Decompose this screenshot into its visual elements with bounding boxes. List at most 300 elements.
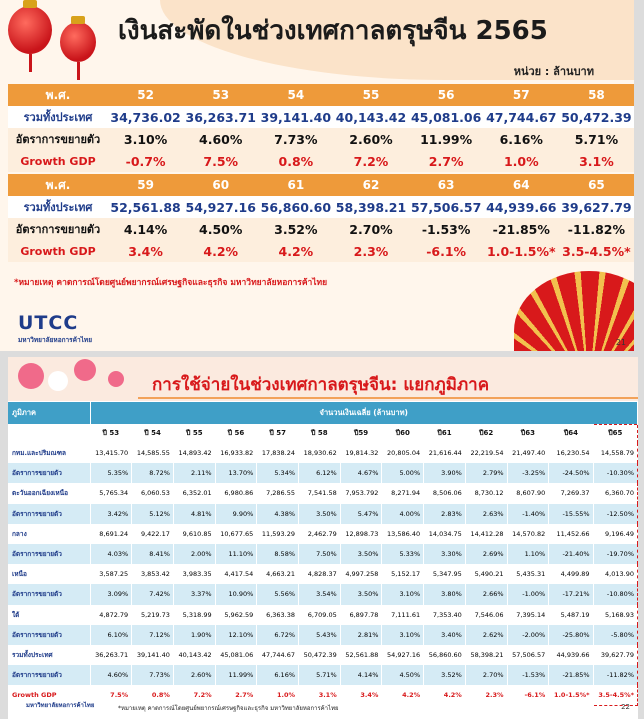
row-label: กทม.และปริมณฑล (8, 443, 90, 463)
row-label: รวมทั้งประเทศ (8, 196, 108, 218)
table-cell: 4,663.21 (257, 564, 299, 584)
blank-header-cell (8, 424, 90, 443)
table-cell: 1.0-1.5%* (549, 685, 593, 705)
unit-label: หน่วย : ล้านบาท (513, 65, 594, 78)
summary-row-rate (8, 218, 634, 240)
table-cell: 7,286.55 (257, 483, 299, 503)
table-cell: 5.71% (559, 128, 634, 150)
table-cell: 56 (409, 84, 484, 106)
table-row (8, 665, 638, 685)
table-cell: -6.1% (409, 240, 484, 262)
table-row (8, 463, 638, 483)
table-cell: 4.2% (424, 685, 466, 705)
table-cell: -1.40% (507, 504, 549, 524)
table-cell: 4.50% (382, 665, 424, 685)
table-cell: 8.58% (257, 544, 299, 564)
table-cell: 56,860.60 (424, 645, 466, 665)
row-label: เหนือ (8, 564, 90, 584)
row-label: อัตราการขยายตัว (8, 544, 90, 564)
table-cell: 4.2% (183, 240, 258, 262)
table-cell: 4,828.37 (299, 564, 341, 584)
table-cell: 4,997.258 (340, 564, 382, 584)
row-label: อัตราการขยายตัว (8, 218, 108, 240)
lantern-icon (60, 22, 96, 62)
table-cell: 2.3% (333, 240, 408, 262)
table-cell: 5,487.19 (549, 605, 593, 625)
table-cell: 47,744.67 (484, 106, 559, 128)
table-cell: 0.8% (132, 685, 174, 705)
table-cell: 18,930.62 (299, 443, 341, 463)
table-cell: 7.73% (258, 128, 333, 150)
table-cell: -21.40% (549, 544, 593, 564)
table-cell: 2.63% (465, 504, 507, 524)
table-header-row (8, 402, 638, 424)
table-cell: 3.54% (299, 584, 341, 604)
table-cell: 57,506.57 (507, 645, 549, 665)
table-cell: 7,111.61 (382, 605, 424, 625)
table-row (8, 483, 638, 503)
year-header: ปี59 (340, 424, 382, 443)
table-cell: 7.5% (183, 150, 258, 172)
table-cell: 44,939.66 (484, 196, 559, 218)
table-cell: 54,927.16 (183, 196, 258, 218)
table-cell: 2.69% (465, 544, 507, 564)
table-cell: 64 (484, 174, 559, 196)
table-cell: 6,352.01 (173, 483, 215, 503)
table-cell: 2.62% (465, 625, 507, 645)
table-cell: 7,953.792 (340, 483, 382, 503)
table-cell: 13,586.40 (382, 524, 424, 544)
table-cell: 52 (108, 84, 183, 106)
table-cell: 2.7% (409, 150, 484, 172)
summary-row-gdp (8, 240, 634, 262)
table-cell: 5,765.34 (90, 483, 132, 503)
table-cell: 6.16% (257, 665, 299, 685)
table-cell: 7,353.40 (424, 605, 466, 625)
table-cell: 13.70% (215, 463, 257, 483)
table-cell: -5.80% (593, 625, 637, 645)
table-cell: 4,417.54 (215, 564, 257, 584)
table-cell: 2,462.79 (299, 524, 341, 544)
utcc-logo-subtitle: มหาวิทยาลัยหอการค้าไทย (18, 336, 93, 344)
table-cell: 62 (333, 174, 408, 196)
utcc-logo: มหาวิทยาลัยหอการค้าไทย (26, 702, 95, 709)
table-cell: 56,860.60 (258, 196, 333, 218)
table-cell: 3.5-4.5%* (593, 685, 637, 705)
table-cell: 59 (108, 174, 183, 196)
table-cell: 8,730.12 (465, 483, 507, 503)
table-cell: 2.3% (465, 685, 507, 705)
table-cell: 45,081.06 (215, 645, 257, 665)
table-cell: 11.10% (215, 544, 257, 564)
table-cell: 3.40% (424, 625, 466, 645)
table-cell: 20,805.04 (382, 443, 424, 463)
table-cell: 3.4% (340, 685, 382, 705)
year-header: ปี 53 (90, 424, 132, 443)
table-cell: 60 (183, 174, 258, 196)
summary-row-rate (8, 128, 634, 150)
table-cell: -6.1% (507, 685, 549, 705)
table-cell: 14,034.75 (424, 524, 466, 544)
table-cell: 39,141.40 (132, 645, 174, 665)
table-cell: 4.00% (382, 504, 424, 524)
table-cell: 11.99% (409, 128, 484, 150)
table-cell: 13,415.70 (90, 443, 132, 463)
table-cell: 1.0% (484, 150, 559, 172)
table-cell: 44,939.66 (549, 645, 593, 665)
table-cell: 7.2% (333, 150, 408, 172)
table-cell: 5,219.73 (132, 605, 174, 625)
year-header: ปี 54 (132, 424, 174, 443)
table-cell: -19.70% (593, 544, 637, 564)
summary-table (8, 84, 634, 262)
table-cell: 39,627.79 (559, 196, 634, 218)
table-cell: 3.10% (108, 128, 183, 150)
table-cell: 4.50% (183, 218, 258, 240)
lantern-icon (8, 6, 52, 54)
table-cell: -10.80% (593, 584, 637, 604)
table-cell: 11,452.66 (549, 524, 593, 544)
table-cell: 3.90% (424, 463, 466, 483)
table-cell: 52,561.88 (340, 645, 382, 665)
year-header: ปี 56 (215, 424, 257, 443)
table-cell: 6.10% (90, 625, 132, 645)
table-cell: 7,546.06 (465, 605, 507, 625)
page-number: 21 (615, 338, 626, 347)
table-cell: -10.30% (593, 463, 637, 483)
table-cell: -25.80% (549, 625, 593, 645)
table-cell: 36,263.71 (183, 106, 258, 128)
table-cell: 11.99% (215, 665, 257, 685)
table-cell: 5.00% (382, 463, 424, 483)
table-cell: 5.71% (299, 665, 341, 685)
regional-table (8, 402, 638, 706)
table-cell: 36,263.71 (90, 645, 132, 665)
row-label: อัตราการขยายตัว (8, 128, 108, 150)
plum-blossom-icon (18, 363, 44, 389)
row-label: พ.ศ. (8, 84, 108, 106)
table-cell: 40,143.42 (173, 645, 215, 665)
table-cell: 2.70% (465, 665, 507, 685)
table-row (8, 645, 638, 665)
table-cell: 3,587.25 (90, 564, 132, 584)
table-cell: 58,398.21 (333, 196, 408, 218)
table-cell: 39,141.40 (258, 106, 333, 128)
row-label: ตะวันออกเฉียงเหนือ (8, 483, 90, 503)
row-label: อัตราการขยายตัว (8, 463, 90, 483)
utcc-logo: UTCC (18, 312, 79, 334)
table-cell: 4.60% (90, 665, 132, 685)
table-cell: 57 (484, 84, 559, 106)
table-cell: 5,490.21 (465, 564, 507, 584)
table-cell: 19,814.32 (340, 443, 382, 463)
slide-title: เงินสะพัดในช่วงเทศกาลตรุษจีน 2565 (118, 16, 548, 46)
table-cell: 57,506.57 (409, 196, 484, 218)
table-cell: 3.50% (340, 544, 382, 564)
page-number: 22 (621, 703, 630, 711)
table-cell: 1.0-1.5%* (484, 240, 559, 262)
table-cell: -21.85% (549, 665, 593, 685)
table-cell: -2.00% (507, 625, 549, 645)
table-cell: 4.03% (90, 544, 132, 564)
table-cell: 4.2% (382, 685, 424, 705)
table-cell: 3.30% (424, 544, 466, 564)
table-cell: 10,677.65 (215, 524, 257, 544)
column-header-region: ภูมิภาค (8, 402, 90, 424)
table-cell: -24.50% (549, 463, 593, 483)
table-row (8, 544, 638, 564)
table-cell: 53 (183, 84, 258, 106)
table-cell: 65 (559, 174, 634, 196)
table-cell: -11.82% (593, 665, 637, 685)
table-cell: 4.81% (173, 504, 215, 524)
table-cell: 16,933.82 (215, 443, 257, 463)
table-cell: 8,271.94 (382, 483, 424, 503)
table-cell: 3.80% (424, 584, 466, 604)
table-cell: 2.79% (465, 463, 507, 483)
row-label: รวมทั้งประเทศ (8, 106, 108, 128)
year-header: ปี 55 (173, 424, 215, 443)
table-cell: 58 (559, 84, 634, 106)
table-cell: 7.5% (90, 685, 132, 705)
row-label: Growth GDP (8, 240, 108, 262)
table-cell: 4,013.90 (593, 564, 637, 584)
table-cell: 5.35% (90, 463, 132, 483)
table-cell: -17.21% (549, 584, 593, 604)
table-cell: 1.0% (257, 685, 299, 705)
table-cell: 3.52% (424, 665, 466, 685)
table-cell: 5,318.99 (173, 605, 215, 625)
table-cell: 14,585.55 (132, 443, 174, 463)
row-label: อัตราการขยายตัว (8, 584, 90, 604)
table-cell: 4.2% (258, 240, 333, 262)
table-cell: 58,398.21 (465, 645, 507, 665)
table-cell: 21,616.44 (424, 443, 466, 463)
table-cell: 2.60% (333, 128, 408, 150)
table-cell: -11.82% (559, 218, 634, 240)
table-cell: -1.53% (409, 218, 484, 240)
summary-row-year (8, 84, 634, 106)
table-cell: 5.47% (340, 504, 382, 524)
table-cell: 6.12% (299, 463, 341, 483)
footnote: *หมายเหตุ คาดการณ์โดยศูนย์พยากรณ์เศรษฐกิจและธุรกิจ มหาวิทยาลัยหอการค้าไทย (14, 278, 328, 288)
table-cell: 12.10% (215, 625, 257, 645)
table-cell: -1.00% (507, 584, 549, 604)
table-cell: -15.55% (549, 504, 593, 524)
summary-row-year (8, 174, 634, 196)
row-label: Growth GDP (8, 685, 90, 705)
table-cell: 6,897.78 (340, 605, 382, 625)
table-row (8, 443, 638, 463)
table-cell: 45,081.06 (409, 106, 484, 128)
table-row (8, 625, 638, 645)
table-cell: 34,736.02 (108, 106, 183, 128)
table-cell: 17,838.24 (257, 443, 299, 463)
table-cell: 47,744.67 (257, 645, 299, 665)
table-cell: 52,561.88 (108, 196, 183, 218)
year-header: ปี 58 (299, 424, 341, 443)
table-cell: 6.72% (257, 625, 299, 645)
table-cell: 3,853.42 (132, 564, 174, 584)
table-cell: 2.00% (173, 544, 215, 564)
table-cell: 4.60% (183, 128, 258, 150)
table-row (8, 605, 638, 625)
table-cell: 1.10% (507, 544, 549, 564)
table-cell: 5,347.95 (424, 564, 466, 584)
year-header-row (8, 424, 638, 443)
table-cell: 4.14% (108, 218, 183, 240)
plum-blossom-icon (48, 371, 68, 391)
table-cell: 7.73% (132, 665, 174, 685)
table-cell: 7,395.14 (507, 605, 549, 625)
table-row (8, 564, 638, 584)
table-cell: 14,558.79 (593, 443, 637, 463)
table-cell: 9,422.17 (132, 524, 174, 544)
table-cell: 4.67% (340, 463, 382, 483)
table-row (8, 504, 638, 524)
table-cell: 2.7% (215, 685, 257, 705)
table-cell: 2.83% (424, 504, 466, 524)
table-cell: 8,607.90 (507, 483, 549, 503)
table-cell: 14,412.28 (465, 524, 507, 544)
table-cell: -1.53% (507, 665, 549, 685)
table-cell: 7.42% (132, 584, 174, 604)
table-cell: 63 (409, 174, 484, 196)
table-cell: 5.12% (132, 504, 174, 524)
table-cell: 3.50% (299, 504, 341, 524)
table-cell: 55 (333, 84, 408, 106)
summary-row-total (8, 196, 634, 218)
table-cell: 3.52% (258, 218, 333, 240)
table-cell: 54,927.16 (382, 645, 424, 665)
slide-title: การใช้จ่ายในช่วงเทศกาลตรุษจีน: แยกภูมิภาค (152, 375, 490, 395)
table-cell: 21,497.40 (507, 443, 549, 463)
table-cell: 3.1% (299, 685, 341, 705)
table-cell: 2.70% (333, 218, 408, 240)
table-cell: 5,962.59 (215, 605, 257, 625)
table-cell: 4,872.79 (90, 605, 132, 625)
table-cell: 2.66% (465, 584, 507, 604)
row-label: รวมทั้งประเทศ (8, 645, 90, 665)
table-cell: 16,230.54 (549, 443, 593, 463)
year-header: ปี64 (549, 424, 593, 443)
table-cell: 5,168.93 (593, 605, 637, 625)
table-cell: 6,980.86 (215, 483, 257, 503)
table-cell: 6.16% (484, 128, 559, 150)
table-cell: 8.41% (132, 544, 174, 564)
table-cell: 3.10% (382, 584, 424, 604)
summary-row-gdp (8, 150, 634, 172)
slide-cny-spending-by-region (8, 357, 638, 719)
table-cell: 3.5-4.5%* (559, 240, 634, 262)
table-cell: 40,143.42 (333, 106, 408, 128)
plum-blossom-icon (74, 359, 96, 381)
table-cell: 8,506.06 (424, 483, 466, 503)
table-cell: 4.14% (340, 665, 382, 685)
table-cell: 3.10% (382, 625, 424, 645)
year-header: ปี63 (507, 424, 549, 443)
table-cell: 4.38% (257, 504, 299, 524)
table-cell: 9.90% (215, 504, 257, 524)
table-cell: 54 (258, 84, 333, 106)
table-cell: 6,363.38 (257, 605, 299, 625)
year-header: ปี62 (465, 424, 507, 443)
table-cell: 9,610.85 (173, 524, 215, 544)
table-cell: 5.33% (382, 544, 424, 564)
table-cell: 9,196.49 (593, 524, 637, 544)
table-cell: 39,627.79 (593, 645, 637, 665)
row-label: อัตราการขยายตัว (8, 625, 90, 645)
table-cell: 2.81% (340, 625, 382, 645)
slide-cny-spending-summary (0, 0, 634, 351)
table-cell: -21.85% (484, 218, 559, 240)
table-cell: 3.50% (340, 584, 382, 604)
table-cell: 7.2% (173, 685, 215, 705)
title-underline (138, 397, 638, 399)
row-label: พ.ศ. (8, 174, 108, 196)
year-header: ปี61 (424, 424, 466, 443)
table-cell: 3,983.35 (173, 564, 215, 584)
year-header: ปี60 (382, 424, 424, 443)
table-cell: 8.72% (132, 463, 174, 483)
table-cell: 6,709.05 (299, 605, 341, 625)
summary-row-total (8, 106, 634, 128)
table-cell: 3.1% (559, 150, 634, 172)
table-cell: 7,269.37 (549, 483, 593, 503)
table-cell: 3.37% (173, 584, 215, 604)
table-cell: -12.50% (593, 504, 637, 524)
table-cell: 0.8% (258, 150, 333, 172)
row-label: อัตราการขยายตัว (8, 665, 90, 685)
row-label: กลาง (8, 524, 90, 544)
plum-blossom-icon (108, 371, 124, 387)
table-cell: 4,499.89 (549, 564, 593, 584)
table-cell: 3.09% (90, 584, 132, 604)
year-header: ปี 57 (257, 424, 299, 443)
table-cell: 2.60% (173, 665, 215, 685)
table-cell: 6,360.70 (593, 483, 637, 503)
table-cell: -0.7% (108, 150, 183, 172)
footnote: *หมายเหตุ คาดการณ์โดยศูนย์พยากรณ์เศรษฐกิจและธุรกิจ มหาวิทยาลัยหอการค้าไทย (118, 705, 339, 712)
table-cell: 50,472.39 (299, 645, 341, 665)
table-cell: -3.25% (507, 463, 549, 483)
table-cell: 7,541.58 (299, 483, 341, 503)
table-cell: 22,219.54 (465, 443, 507, 463)
table-cell: 6,060.53 (132, 483, 174, 503)
table-cell: 5,435.31 (507, 564, 549, 584)
table-cell: 5.43% (299, 625, 341, 645)
table-row (8, 584, 638, 604)
table-cell: 5,152.17 (382, 564, 424, 584)
table-cell: 11,593.29 (257, 524, 299, 544)
year-header: ปี65 (593, 424, 637, 443)
row-label: อัตราการขยายตัว (8, 504, 90, 524)
table-cell: 3.42% (90, 504, 132, 524)
table-cell: 3.4% (108, 240, 183, 262)
table-cell: 14,570.82 (507, 524, 549, 544)
table-cell: 12,898.73 (340, 524, 382, 544)
table-cell: 7.12% (132, 625, 174, 645)
table-cell: 14,893.42 (173, 443, 215, 463)
table-cell: 50,472.39 (559, 106, 634, 128)
table-cell: 8,691.24 (90, 524, 132, 544)
table-cell: 5.56% (257, 584, 299, 604)
table-cell: 10.90% (215, 584, 257, 604)
table-cell: 2.11% (173, 463, 215, 483)
table-cell: 5.34% (257, 463, 299, 483)
table-cell: 7.50% (299, 544, 341, 564)
table-cell: 1.90% (173, 625, 215, 645)
